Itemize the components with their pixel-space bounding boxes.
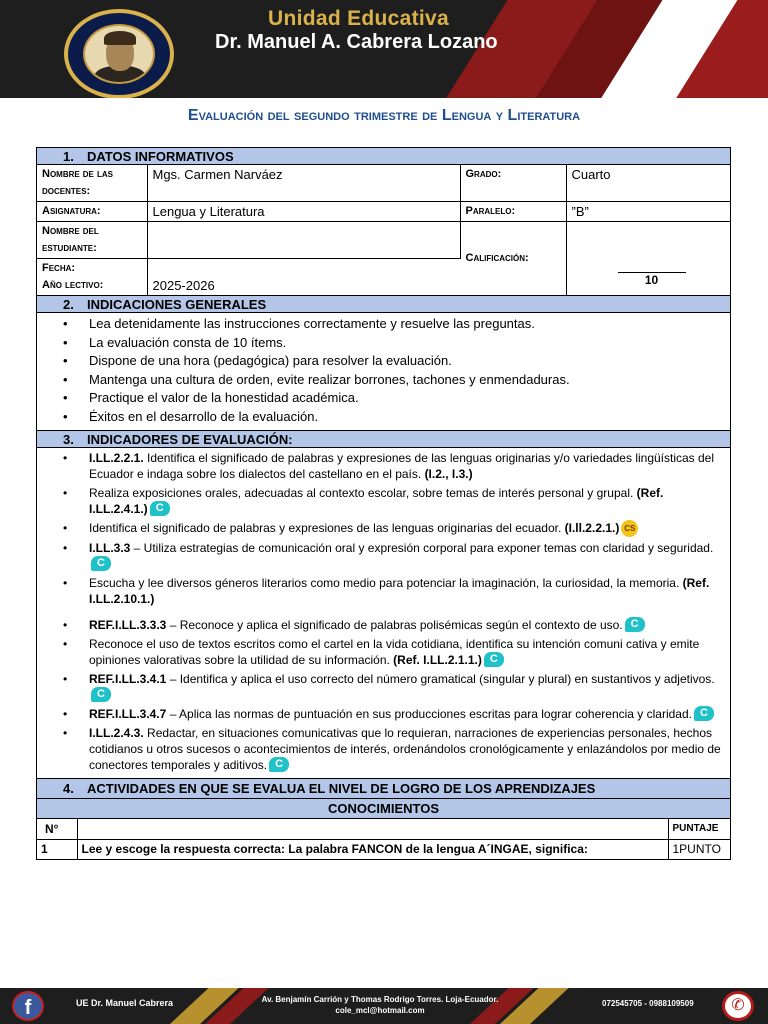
c-badge-icon: C xyxy=(150,501,170,516)
instruction-item: • Mantenga una cultura de orden, evite realizar borrones, tachones y enmendaduras. xyxy=(63,371,730,390)
footer-facebook-name: UE Dr. Manuel Cabrera xyxy=(76,998,174,1008)
c-badge-icon: C xyxy=(625,617,645,632)
section-1-header xyxy=(37,148,730,165)
activities-table xyxy=(37,819,730,859)
facebook-icon[interactable]: f xyxy=(12,991,44,1021)
fecha-anio-labels xyxy=(37,259,147,296)
anio-label: Año lectivo: xyxy=(42,279,104,291)
calificacion-label: Calificación: xyxy=(460,222,566,296)
indicator-item: • Reconoce el uso de textos escritos como el cartel en la vida cotidiana, identifica su intención comuni cativa y emite opiniones valorativas sobre la utilidad de su información. (Ref. I.LL.2.1.1.) C xyxy=(63,636,722,668)
instruction-item: • Practique el valor de la honestidad académica. xyxy=(63,389,730,408)
indicator-item: • REF.I.LL.3.4.1 – Identifica y aplica el uso correcto del número gramatical (singular y plural) en sustantivos y adjetivos.C xyxy=(63,671,722,703)
section-4-header xyxy=(37,779,730,799)
section-number: 2. xyxy=(63,297,74,312)
instruction-item: • Éxitos en el desarrollo de la evaluación. xyxy=(63,408,730,427)
knowledge-subheader: CONOCIMIENTOS xyxy=(37,799,730,819)
section-title: INDICACIONES GENERALES xyxy=(87,297,267,312)
c-badge-icon: C xyxy=(269,757,289,772)
section-2-header xyxy=(37,296,730,313)
school-name-line1: Unidad Educativa xyxy=(268,7,450,30)
c-badge-icon: C xyxy=(91,687,111,702)
footer-phones: 072545705 - 0988109509 xyxy=(602,999,694,1008)
estudiante-field[interactable] xyxy=(147,222,460,259)
c-badge-icon: C xyxy=(91,556,111,571)
col-number-header: N° xyxy=(37,819,77,839)
section-3-header xyxy=(37,431,730,448)
question-score: 1PUNTO xyxy=(672,842,721,857)
portrait-hair xyxy=(104,31,136,45)
document-title: Evaluación del segundo trimestre de Lengua y Literatura xyxy=(187,107,581,124)
school-header xyxy=(0,0,768,98)
question-number: 1 xyxy=(37,839,77,859)
section-number: 3. xyxy=(63,432,74,447)
docentes-label: Nombre de las docentes: xyxy=(37,165,147,202)
question-text: Lee y escoge la respuesta correcta: La palabra FANCON de la lengua A´INGAE, significa: xyxy=(77,839,668,859)
indicator-item: • I.LL.2.4.3. Redactar, en situaciones comunicativas que lo requieran, narraciones de experiencias personales, hechos cotidianos u otros sucesos o acontecimientos de interés, ordenándolos cronológicamente y enlazándolos por medio de conectores temporales y aditivos. C xyxy=(63,725,722,773)
indicator-item: • REF.I.LL.3.3.3 – Reconoce y aplica el significado de palabras polisémicas según el contexto de uso. C xyxy=(63,617,722,633)
section-title: DATOS INFORMATIVOS xyxy=(87,149,234,164)
indicator-item: • REF.I.LL.3.4.7 – Aplica las normas de puntuación en sus producciones escritas para lograr coherencia y claridad. C xyxy=(63,706,722,722)
indicator-item: • Realiza exposiciones orales, adecuadas al contexto escolar, sobre temas de interés personal y grupal. (Ref. I.LL.2.4.1.) C xyxy=(63,485,722,517)
c-badge-icon: C xyxy=(694,706,714,721)
instruction-item: • Lea detenidamente las instrucciones correctamente y resuelve las preguntas. xyxy=(63,315,730,334)
indicator-item: • Identifica el significado de palabras y expresiones de las lenguas originarias del ecuador. (I.ll.2.2.1.) CS xyxy=(63,520,722,537)
footer-email: cole_mcl@hotmail.com xyxy=(335,1006,425,1015)
asignatura-label: Asignatura: xyxy=(37,202,147,222)
paralelo-value: ”B” xyxy=(566,202,730,222)
grado-value: Cuarto xyxy=(566,165,730,202)
logo-portrait xyxy=(83,24,155,84)
estudiante-label: Nombre del estudiante: xyxy=(37,222,147,259)
fecha-label: Fecha: xyxy=(42,262,76,274)
instruction-item: • La evaluación consta de 10 ítems. xyxy=(63,334,730,353)
indicator-item: • I.LL.3.3 – Utiliza estrategias de comunicación oral y expresión corporal para exponer temas con claridad y seguridad.C xyxy=(63,540,722,572)
indicators-list xyxy=(37,448,730,779)
section-number: 4. xyxy=(63,781,74,796)
school-logo xyxy=(64,9,174,98)
c-badge-icon: C xyxy=(484,652,504,667)
footer-address-block xyxy=(210,994,550,1016)
section-title: ACTIVIDADES EN QUE SE EVALUA EL NIVEL DE LOGRO DE LOS APRENDIZAJES xyxy=(87,781,596,796)
calificacion-cell xyxy=(566,222,730,296)
instruction-item: • Dispone de una hora (pedagógica) para resolver la evaluación. xyxy=(63,352,730,371)
indicator-item: • Escucha y lee diversos géneros literarios como medio para potenciar la imaginación, la curiosidad, la memoria. (Ref. I.LL.2.10.1.) xyxy=(63,575,722,607)
school-name-line2: Dr. Manuel A. Cabrera Lozano xyxy=(215,31,498,53)
calificacion-value: 10 xyxy=(618,272,686,287)
grado-label: Grado: xyxy=(460,165,566,202)
col-question-header xyxy=(77,819,668,839)
info-table xyxy=(37,165,730,296)
instructions-list xyxy=(37,313,730,431)
school-footer xyxy=(0,988,768,1024)
phone-icon[interactable]: ✆ xyxy=(722,991,754,1021)
section-number: 1. xyxy=(63,149,74,164)
section-title: INDICADORES DE EVALUACIÓN: xyxy=(87,432,293,447)
evaluation-sheet xyxy=(36,147,731,860)
paralelo-label: Paralelo: xyxy=(460,202,566,222)
col-score-header: PUNTAJE xyxy=(668,819,730,839)
indicator-item: • I.LL.2.2.1. Identifica el significado de palabras y expresiones de las lenguas originarias y/o variedades lingüísticas del Ecuador e indaga sobre los dialectos del castellano en el país. (I.2., I.3.) xyxy=(63,450,722,482)
asignatura-value: Lengua y Literatura xyxy=(147,202,460,222)
footer-address: Av. Benjamín Carrión y Thomas Rodrigo Torres. Loja-Ecuador. xyxy=(261,995,499,1004)
docentes-value: Mgs. Carmen Narváez xyxy=(147,165,460,202)
anio-value: 2025-2026 xyxy=(147,259,460,296)
cs-badge-icon: CS xyxy=(621,520,638,537)
